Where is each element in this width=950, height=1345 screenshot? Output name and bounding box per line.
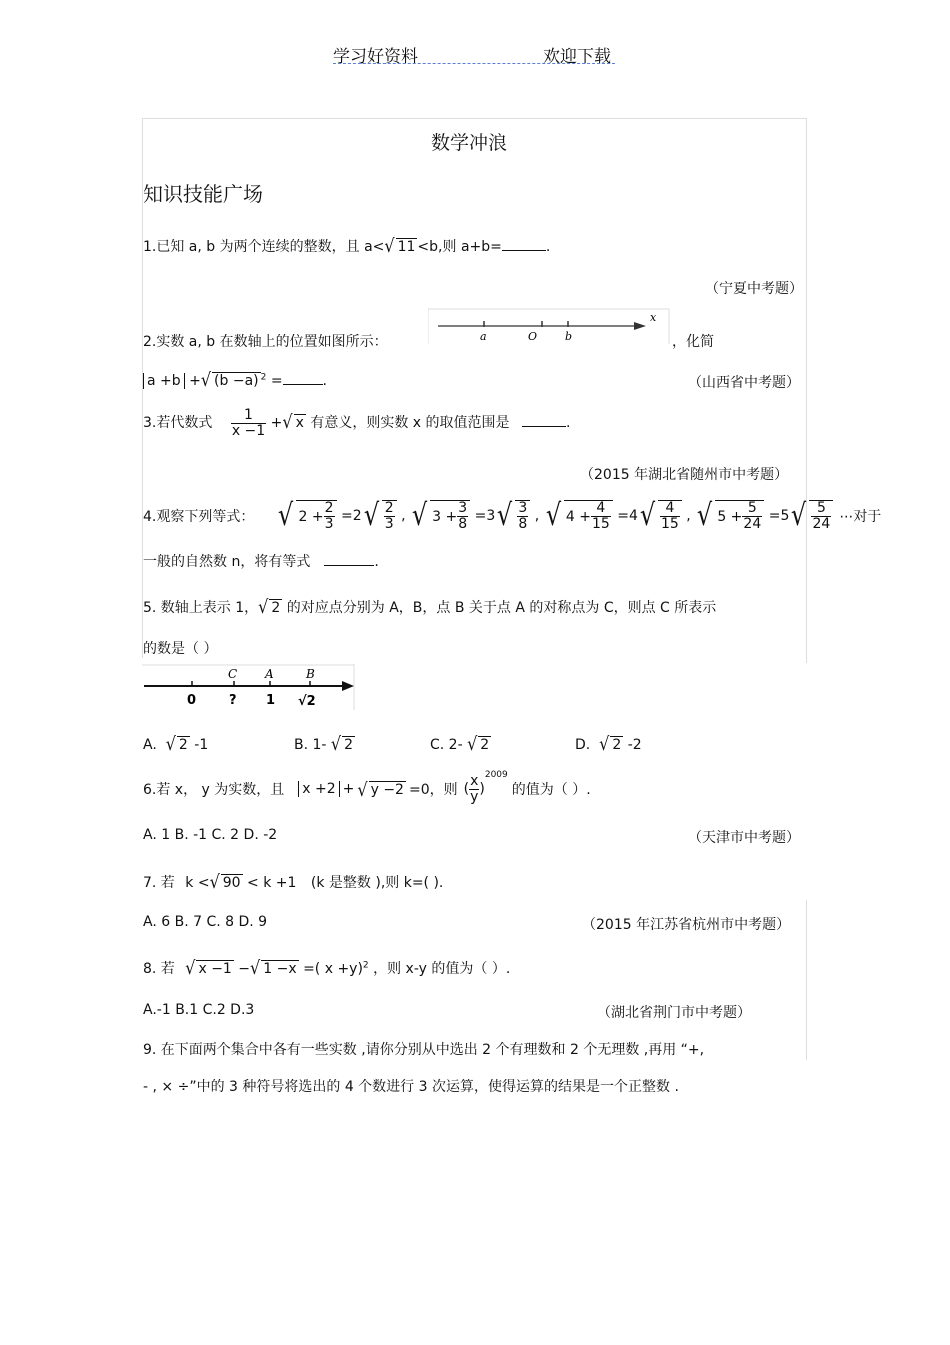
header-right: 欢迎下载 bbox=[543, 47, 611, 67]
q5-option-d: D. √ 2 -2 bbox=[575, 732, 642, 755]
q4-text: 4.观察下列等式： bbox=[143, 509, 255, 525]
q8-radicand-2: 1 −x bbox=[263, 961, 297, 977]
question-8 bbox=[143, 958, 510, 978]
q2-radicand: (b −a) bbox=[214, 373, 259, 389]
axis-label-x: x bbox=[650, 311, 657, 324]
header-left: 学习好资料 bbox=[333, 47, 418, 67]
abs-x-plus-2: x +2 bbox=[298, 781, 339, 797]
frame-right bbox=[806, 118, 807, 663]
q5-text: 5. 数轴上表示 1， bbox=[143, 600, 259, 616]
q1-radicand: 11 bbox=[397, 239, 416, 255]
radical-sign: √ bbox=[185, 956, 196, 979]
question-4 bbox=[143, 493, 881, 539]
q5-line-2: 的数是（ ） bbox=[143, 641, 218, 657]
question-2: 2.实数 a, b 在数轴上的位置如图所示： bbox=[143, 334, 388, 350]
q8-text: 8. 若 bbox=[143, 961, 175, 977]
q5-option-a: A. √ 2 -1 bbox=[143, 732, 209, 755]
question-9: 9. 在下面两个集合中各有一些实数 ,请你分别从中选出 2 个有理数和 2 个无理数 ,再用 “+, bbox=[143, 1042, 705, 1058]
q6-text: 6.若 x， y 为实数，且 bbox=[143, 782, 285, 798]
q6-radicand: y −2 bbox=[370, 781, 404, 798]
frame-right-lower bbox=[806, 900, 807, 1060]
answer-blank[interactable] bbox=[522, 414, 566, 427]
q5-radicand: 2 bbox=[271, 600, 281, 616]
q4-tail: ⋯对于 bbox=[839, 509, 882, 525]
radical-sign: √ bbox=[250, 956, 261, 979]
q3-radicand: x bbox=[295, 415, 304, 432]
denominator: x −1 bbox=[231, 422, 266, 439]
q6-text-b: 的值为（ ）. bbox=[511, 782, 591, 798]
q2-exponent: 2 bbox=[260, 372, 267, 383]
question-3 bbox=[143, 408, 570, 438]
q1-source: （宁夏中考题） bbox=[705, 281, 803, 297]
plus-sign: + bbox=[189, 373, 201, 389]
question-5 bbox=[143, 597, 716, 617]
question-1 bbox=[143, 236, 550, 256]
fraction bbox=[231, 408, 266, 438]
q4-line-2 bbox=[143, 551, 379, 571]
q6-options: A. 1 B. -1 C. 2 D. -2 bbox=[143, 827, 278, 843]
section-heading: 知识技能广场 bbox=[143, 182, 263, 206]
q7-radicand: 90 bbox=[222, 875, 241, 891]
q4-equation-2: √ 3 + $\frac{3}{8}$ =3 √ $\frac{3}{8}$ , bbox=[411, 498, 544, 533]
minus-sign: − bbox=[238, 961, 251, 977]
header-underline bbox=[333, 63, 615, 64]
answer-blank[interactable] bbox=[502, 238, 546, 251]
radical-sign: √ bbox=[258, 595, 269, 618]
radical-sign: √ bbox=[278, 498, 294, 533]
q2-expression bbox=[143, 370, 327, 389]
q9-line-2: - , × ÷”中的 3 种符号将选出的 4 个数进行 3 次运算，使得运算的结果是一个正整数 . bbox=[143, 1079, 679, 1095]
point-label-b: b bbox=[565, 330, 573, 343]
q2-after: ，化简 bbox=[672, 334, 714, 350]
q7-options: A. 6 B. 7 C. 8 D. 9 bbox=[143, 914, 268, 930]
point-label-a: a bbox=[480, 330, 487, 343]
numerator: 1 bbox=[231, 408, 266, 424]
radical-sign: √ bbox=[209, 870, 220, 893]
plus-sign: + bbox=[270, 415, 283, 432]
answer-blank[interactable] bbox=[283, 372, 323, 385]
q5-option-c: C. 2- √ 2 bbox=[430, 732, 490, 755]
q7-k-less: k < bbox=[185, 875, 210, 891]
q3-end: . bbox=[565, 415, 571, 432]
q2-source: （山西省中考题） bbox=[688, 375, 800, 391]
q5-text-b: 的对应点分别为 A，B，点 B 关于点 A 的对称点为 C，则点 C 所表示 bbox=[286, 600, 717, 616]
q1-end: . bbox=[545, 239, 551, 255]
q8-radicand-1: x −1 bbox=[198, 961, 232, 977]
q8-text-b: ，则 x-y 的值为（ ）. bbox=[373, 961, 511, 977]
q6-equals: =0，则 bbox=[408, 782, 458, 798]
q1-text-b: <b,则 a+b= bbox=[417, 239, 502, 255]
q7-k-plus-1: < k +1 bbox=[247, 875, 297, 891]
q3-source: （2015 年湖北省随州市中考题） bbox=[580, 467, 789, 483]
q4-line2-text: 一般的自然数 n，将有等式 bbox=[143, 554, 311, 570]
q8-equals: =( x +y) bbox=[303, 961, 363, 977]
plus-sign: + bbox=[342, 781, 355, 797]
point-label-o: O bbox=[528, 330, 538, 343]
question-7 bbox=[143, 872, 443, 892]
q4-equation-1: √ 2 + $\frac{2}{3}$ =2 √ $\frac{2}{3}$ , bbox=[278, 498, 411, 533]
number-line-figure-2 bbox=[142, 664, 356, 712]
content-frame-top bbox=[142, 118, 806, 119]
q7-text: 7. 若 bbox=[143, 875, 175, 891]
radical-sign: √ bbox=[282, 410, 293, 433]
exponent: 2009 bbox=[484, 770, 508, 780]
q3-text: 3.若代数式 bbox=[143, 415, 213, 432]
q3-text-b: 有意义，则实数 x 的取值范围是 bbox=[310, 415, 510, 432]
equals-sign: = bbox=[270, 373, 283, 389]
point-label-c: C bbox=[228, 667, 238, 681]
q8-source: （湖北省荆门市中考题） bbox=[597, 1005, 751, 1021]
radical-sign: √ bbox=[200, 368, 212, 391]
tick-label-zero: 0 bbox=[187, 693, 197, 708]
radical-sign: √ bbox=[357, 778, 368, 800]
q4-equation-3: √ 4 + $\frac{4}{15}$ =4 √ $\frac{4}{15}$ , bbox=[545, 498, 696, 533]
tick-label-one: 1 bbox=[266, 693, 276, 708]
q6-source: （天津市中考题） bbox=[688, 830, 800, 846]
question-6: 6.若 x， y 为实数，且 x +2 + √ y −2 =0，则 ( $\frac{x}{y}$ ) 2009 的值为（ ）. bbox=[143, 770, 591, 805]
q7-source: （2015 年江苏省杭州市中考题） bbox=[582, 917, 791, 933]
page-title: 数学冲浪 bbox=[431, 132, 508, 154]
abs-a-plus-b: a +b bbox=[143, 373, 185, 389]
tick-label-question: ? bbox=[229, 693, 237, 708]
number-line-figure-1 bbox=[428, 308, 670, 346]
q5-option-b: B. 1- √ 2 bbox=[294, 732, 354, 755]
q4-equation-4: √ 5 + $\frac{5}{24}$ =5 √ $\frac{5}{24}$ bbox=[695, 500, 833, 531]
q8-options: A.-1 B.1 C.2 D.3 bbox=[143, 1002, 255, 1018]
point-label-b: B bbox=[306, 667, 315, 681]
q2-end: . bbox=[322, 373, 327, 389]
point-label-a: A bbox=[265, 667, 274, 681]
q4-end: . bbox=[374, 554, 379, 570]
fraction-x-over-y: $\frac{x}{y}$ bbox=[470, 772, 479, 805]
q7-text-b: (k 是整数 ),则 k=( ). bbox=[310, 875, 444, 891]
radical-sign: √ bbox=[384, 234, 395, 257]
q8-exponent: 2 bbox=[362, 960, 369, 971]
tick-label-sqrt2: √2 bbox=[298, 694, 316, 709]
q1-text: 1.已知 a, b 为两个连续的整数，且 a< bbox=[143, 239, 385, 255]
answer-blank[interactable] bbox=[324, 553, 374, 566]
